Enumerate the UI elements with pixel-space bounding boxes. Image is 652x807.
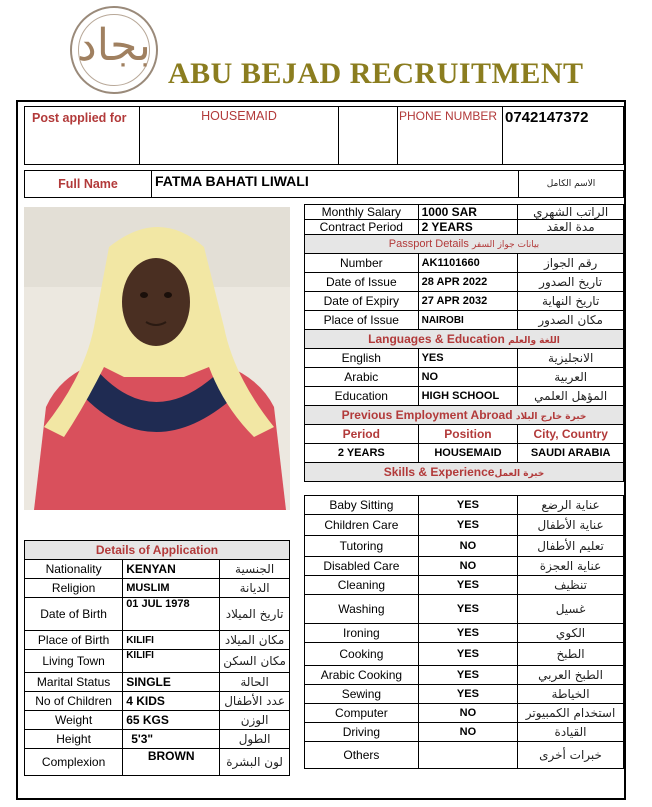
position-col: Position <box>418 425 518 444</box>
application-row <box>25 730 290 749</box>
skill-label: Washing <box>305 595 419 624</box>
contract-row <box>305 220 624 235</box>
skill-label: Disabled Care <box>305 557 419 576</box>
skill-row <box>305 704 624 723</box>
arabic-value: NO <box>418 368 518 387</box>
english-label: English <box>305 349 419 368</box>
period-value: 2 YEARS <box>305 444 419 463</box>
language-row <box>305 368 624 387</box>
app-label: Weight <box>25 711 123 730</box>
period-col: Period <box>305 425 419 444</box>
employment-header-en: Previous Employment Abroad <box>341 408 513 422</box>
salary-ar: الراتب الشهري <box>518 205 624 220</box>
languages-header-row <box>305 330 624 349</box>
post-label-cell <box>24 106 140 165</box>
application-table <box>24 540 290 776</box>
skill-label: Children Care <box>305 515 419 536</box>
passport-header <box>305 235 624 254</box>
issue-date-label: Date of Issue <box>305 273 419 292</box>
skill-ar: الطبخ العربي <box>518 666 624 685</box>
passport-row <box>305 273 624 292</box>
education-label: Education <box>305 387 419 406</box>
app-value: KENYAN <box>123 560 220 579</box>
application-row <box>25 692 290 711</box>
skill-value: YES <box>418 576 517 595</box>
app-ar: الطول <box>220 730 290 749</box>
passport-number-label: Number <box>305 254 419 273</box>
skill-value: NO <box>418 536 517 557</box>
app-ar: الجنسية <box>220 560 290 579</box>
fullname-value: FATMA BAHATI LIWALI <box>155 173 309 189</box>
phone-value: 0742147372 <box>505 109 589 126</box>
app-label: No of Children <box>25 692 123 711</box>
passport-row <box>305 311 624 330</box>
fullname-label-cell <box>24 170 152 198</box>
education-row <box>305 387 624 406</box>
brand-logo <box>70 6 158 94</box>
employment-header-row <box>305 406 624 425</box>
application-row <box>25 650 290 673</box>
passport-header-ar: بيانات جواز السفر <box>471 240 540 250</box>
app-label: Living Town <box>25 650 123 673</box>
passport-number-ar: رقم الجواز <box>518 254 624 273</box>
skill-label: Sewing <box>305 685 419 704</box>
skill-row <box>305 624 624 643</box>
language-row <box>305 349 624 368</box>
country-value: SAUDI ARABIA <box>518 444 624 463</box>
salary-row <box>305 205 624 220</box>
skill-label: Cooking <box>305 643 419 666</box>
skill-ar: عناية العجزة <box>518 557 624 576</box>
app-label: Place of Birth <box>25 631 123 650</box>
skill-value: YES <box>418 515 517 536</box>
application-row <box>25 673 290 692</box>
phone-label-cell <box>397 106 503 165</box>
skill-row <box>305 685 624 704</box>
issue-place-value: NAIROBI <box>418 311 518 330</box>
skill-row <box>305 595 624 624</box>
position-value: HOUSEMAID <box>418 444 518 463</box>
passport-number-value: AK1101660 <box>418 254 518 273</box>
issue-place-label: Place of Issue <box>305 311 419 330</box>
skill-ar: الطبخ <box>518 643 624 666</box>
post-value-cell <box>139 106 339 165</box>
skill-row <box>305 576 624 595</box>
skill-ar: الكوي <box>518 624 624 643</box>
skill-label: Others <box>305 742 419 769</box>
skills-header-ar: خبرة العمل <box>494 469 545 479</box>
skill-row <box>305 723 624 742</box>
app-ar: مكان السكن <box>220 650 290 673</box>
app-value: 5'3" <box>123 730 220 749</box>
post-label: Post applied for <box>32 111 127 125</box>
skill-value: YES <box>418 666 517 685</box>
employment-header <box>305 406 624 425</box>
education-value: HIGH SCHOOL <box>418 387 518 406</box>
languages-header-ar: اللغة والعلم <box>508 336 560 346</box>
app-label: Marital Status <box>25 673 123 692</box>
brand-name: ABU BEJAD RECRUITMENT <box>168 57 584 90</box>
skill-label: Arabic Cooking <box>305 666 419 685</box>
app-value: 4 KIDS <box>123 692 220 711</box>
app-value: 65 KGS <box>123 711 220 730</box>
skill-ar: الخياطة <box>518 685 624 704</box>
arabic-label: Arabic <box>305 368 419 387</box>
skill-ar: عناية الأطفال <box>518 515 624 536</box>
application-header: Details of Application <box>25 541 290 560</box>
application-row <box>25 598 290 631</box>
issue-place-ar: مكان الصدور <box>518 311 624 330</box>
expiry-date-label: Date of Expiry <box>305 292 419 311</box>
skill-ar: تنظيف <box>518 576 624 595</box>
app-ar: عدد الأطفال <box>220 692 290 711</box>
logo-monogram: بجاد <box>77 20 151 71</box>
skill-label: Computer <box>305 704 419 723</box>
city-country-col: City, Country <box>518 425 624 444</box>
skill-row <box>305 557 624 576</box>
skill-ar: تعليم الأطفال <box>518 536 624 557</box>
passport-row <box>305 254 624 273</box>
skills-table <box>304 495 624 769</box>
employment-row <box>305 444 624 463</box>
skill-row <box>305 742 624 769</box>
languages-header-en: Languages & Education <box>368 332 505 346</box>
skill-row <box>305 643 624 666</box>
skill-ar: خبرات أخرى <box>518 742 624 769</box>
expiry-date-ar: تاريخ النهاية <box>518 292 624 311</box>
skill-label: Cleaning <box>305 576 419 595</box>
passport-row <box>305 292 624 311</box>
application-row <box>25 631 290 650</box>
app-value: 01 JUL 1978 <box>123 598 220 631</box>
skill-value: YES <box>418 496 517 515</box>
skill-value: YES <box>418 624 517 643</box>
skills-header-en: Skills & Experience <box>383 465 495 479</box>
app-value: BROWN <box>123 749 220 776</box>
app-ar: لون البشرة <box>220 749 290 776</box>
skill-value: YES <box>418 685 517 704</box>
app-ar: تاريخ الميلاد <box>220 598 290 631</box>
fullname-ar: الاسم الكامل <box>546 179 596 189</box>
contract-ar: مدة العقد <box>518 220 624 235</box>
issue-date-value: 28 APR 2022 <box>418 273 518 292</box>
phone-value-cell <box>502 106 624 165</box>
post-spacer-cell <box>338 106 398 165</box>
right-info-table <box>304 204 624 482</box>
skill-value <box>418 742 517 769</box>
skill-value: YES <box>418 595 517 624</box>
skill-value: NO <box>418 723 517 742</box>
app-value: SINGLE <box>123 673 220 692</box>
passport-header-en: Passport Details <box>388 238 469 250</box>
passport-header-row <box>305 235 624 254</box>
skill-label: Ironing <box>305 624 419 643</box>
application-row <box>25 711 290 730</box>
salary-value: 1000 SAR <box>418 205 518 220</box>
skill-value: NO <box>418 557 517 576</box>
expiry-date-value: 27 APR 2032 <box>418 292 518 311</box>
skill-ar: غسيل <box>518 595 624 624</box>
fullname-value-cell <box>151 170 519 198</box>
employment-header-ar: خبرة خارج البلاد <box>515 412 587 422</box>
contract-label: Contract Period <box>305 220 419 235</box>
app-label: Height <box>25 730 123 749</box>
issue-date-ar: تاريخ الصدور <box>518 273 624 292</box>
fullname-label: Full Name <box>58 177 118 191</box>
app-ar: الوزن <box>220 711 290 730</box>
app-label: Nationality <box>25 560 123 579</box>
skill-ar: القيادة <box>518 723 624 742</box>
skill-value: NO <box>418 704 517 723</box>
fullname-ar-cell <box>518 170 624 198</box>
phone-label: PHONE NUMBER <box>399 109 498 123</box>
app-value: MUSLIM <box>123 579 220 598</box>
app-label: Date of Birth <box>25 598 123 631</box>
skill-row <box>305 666 624 685</box>
skill-row <box>305 496 624 515</box>
skills-header-row <box>305 463 624 482</box>
english-ar: الانجليزية <box>518 349 624 368</box>
application-row <box>25 749 290 776</box>
app-ar: الحالة <box>220 673 290 692</box>
skill-ar: استخدام الكمبيوتر <box>518 704 624 723</box>
contract-value: 2 YEARS <box>418 220 518 235</box>
salary-label: Monthly Salary <box>305 205 419 220</box>
languages-header <box>305 330 624 349</box>
skill-value: YES <box>418 643 517 666</box>
employment-columns-row <box>305 425 624 444</box>
app-ar: مكان الميلاد <box>220 631 290 650</box>
skill-row <box>305 536 624 557</box>
skill-label: Baby Sitting <box>305 496 419 515</box>
skill-row <box>305 515 624 536</box>
app-label: Religion <box>25 579 123 598</box>
app-ar: الديانة <box>220 579 290 598</box>
skill-label: Driving <box>305 723 419 742</box>
app-value: KILIFI <box>123 650 220 673</box>
application-row <box>25 560 290 579</box>
arabic-ar: العربية <box>518 368 624 387</box>
skill-ar: عناية الرضع <box>518 496 624 515</box>
application-header-row <box>25 541 290 560</box>
education-ar: المؤهل العلمي <box>518 387 624 406</box>
post-value: HOUSEMAID <box>201 109 277 123</box>
application-row <box>25 579 290 598</box>
app-label: Complexion <box>25 749 123 776</box>
skill-label: Tutoring <box>305 536 419 557</box>
candidate-photo <box>24 207 290 510</box>
english-value: YES <box>418 349 518 368</box>
app-value: KILIFI <box>123 631 220 650</box>
skills-header <box>305 463 624 482</box>
